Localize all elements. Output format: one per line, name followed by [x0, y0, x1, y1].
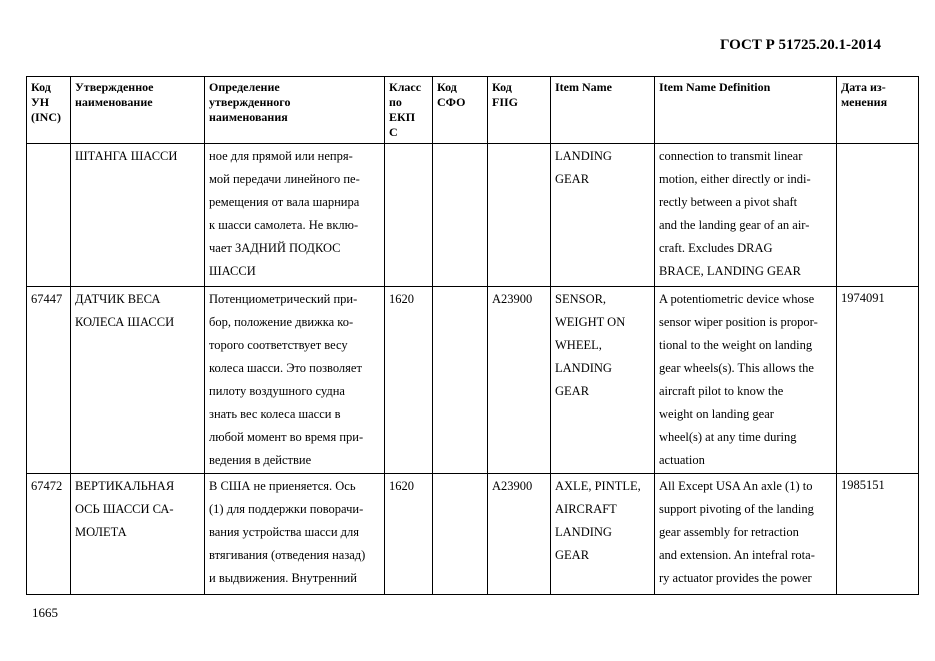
document-code: ГОСТ Р 51725.20.1-2014 — [720, 37, 882, 53]
cell-sfo — [433, 287, 488, 474]
catalog-table — [26, 76, 919, 595]
header-definition: Определение утвержденного наименования — [205, 77, 385, 144]
header-class: Класс по ЕКП С — [385, 77, 433, 144]
cell-fiig: A23900 — [488, 474, 551, 595]
cell-item-definition: All Except USA An axle (1) to support pivoting of the landing gear assembly for retraction and extension. An intefral rota- ry actuator provides the power — [655, 474, 837, 595]
cell-item-name: AXLE, PINTLE, AIRCRAFT LANDING GEAR — [551, 474, 655, 595]
header-fiig: Код FIIG — [488, 77, 551, 144]
cell-definition: В США не приеняется. Ось (1) для поддержки поворачи- вания устройства шасси для втягивания (отведения назад) и выдвижения. Внутренний — [205, 474, 385, 595]
cell-name: ШТАНГА ШАССИ — [71, 144, 205, 287]
cell-date: 1985151 — [837, 474, 919, 595]
cell-class: 1620 — [385, 287, 433, 474]
table-row — [27, 144, 919, 287]
header-inc: Код УН (INC) — [27, 77, 71, 144]
cell-name: ВЕРТИКАЛЬНАЯ ОСЬ ШАССИ СА- МОЛЕТА — [71, 474, 205, 595]
cell-class — [385, 144, 433, 287]
cell-sfo — [433, 474, 488, 595]
table-row — [27, 474, 919, 595]
cell-class: 1620 — [385, 474, 433, 595]
cell-item-definition: A potentiometric device whose sensor wiper position is propor- tional to the weight on landing gear wheels(s). This allows the aircraft pilot to know the weight on landing gear wheel(s) at any time during actuation — [655, 287, 837, 474]
header-row — [27, 77, 919, 144]
cell-definition: Потенциометрический при- бор, положение движка ко- торого соответствует весу колеса шасси. Это позволяет пилоту воздушного судна знать вес колеса шасси в любой момент во время при- ведения в действие — [205, 287, 385, 474]
cell-name: ДАТЧИК ВЕСА КОЛЕСА ШАССИ — [71, 287, 205, 474]
header-date: Дата из- менения — [837, 77, 919, 144]
cell-definition: ное для прямой или непря- мой передачи линейного пе- ремещения от вала шарнира к шасси самолета. Не вклю- чает ЗАДНИЙ ПОДКОС ШАССИ — [205, 144, 385, 287]
cell-inc: 67447 — [27, 287, 71, 474]
cell-item-definition: connection to transmit linear motion, either directly or indi- rectly between a pivot shaft and the landing gear of an air- craft. Excludes DRAG BRACE, LANDING GEAR — [655, 144, 837, 287]
header-item-definition: Item Name Definition — [655, 77, 837, 144]
cell-fiig: A23900 — [488, 287, 551, 474]
header-item-name: Item Name — [551, 77, 655, 144]
cell-inc — [27, 144, 71, 287]
cell-inc: 67472 — [27, 474, 71, 595]
table-row — [27, 287, 919, 474]
cell-date: 1974091 — [837, 287, 919, 474]
cell-sfo — [433, 144, 488, 287]
header-approved-name: Утвержденное наименование — [71, 77, 205, 144]
page-number: 1665 — [32, 605, 58, 620]
cell-fiig — [488, 144, 551, 287]
header-sfo: Код СФО — [433, 77, 488, 144]
cell-date — [837, 144, 919, 287]
cell-item-name: LANDING GEAR — [551, 144, 655, 287]
cell-item-name: SENSOR, WEIGHT ON WHEEL, LANDING GEAR — [551, 287, 655, 474]
